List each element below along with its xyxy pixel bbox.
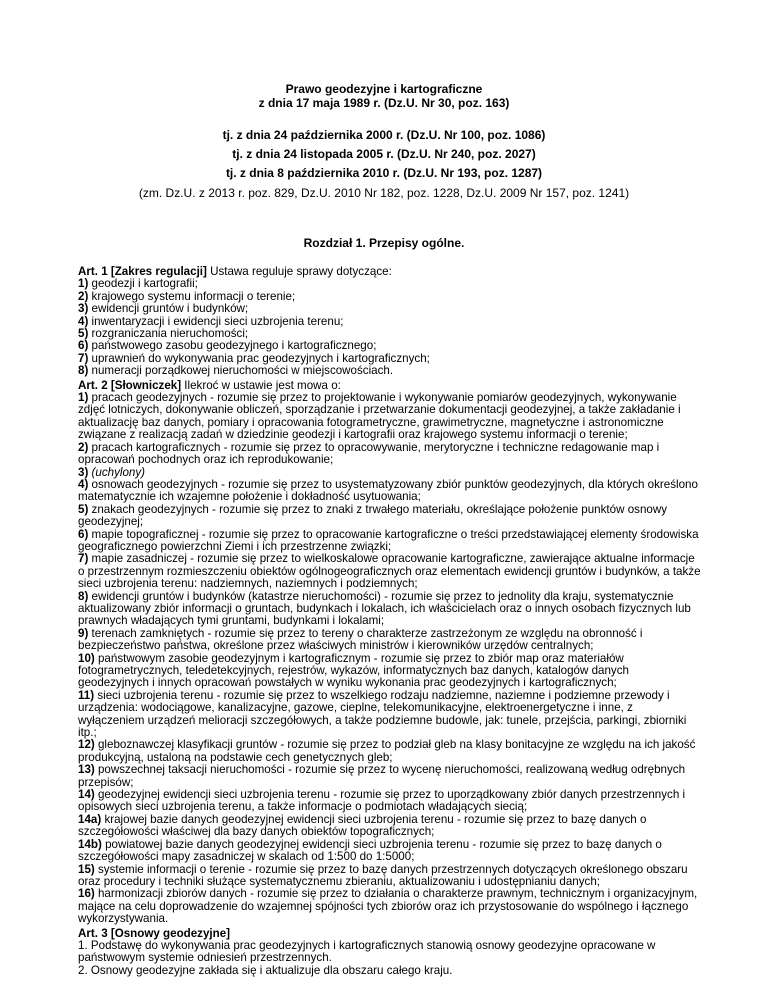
art2-item-text: ewidencji gruntów i budynków (katastrze nieruchomości) - rozumie się przez to jednolity dla kraju, systematycznie aktualizowany zbiór informacji o gruntach, budynkach i lokalach, ich właścicielach oraz o innych osobach fizycznych lub prawnych władających tymi gruntami, budynkami i lokalami; (78, 589, 691, 628)
document-date-line: z dnia 17 maja 1989 r. (Dz.U. Nr 30, poz. 163) (258, 96, 510, 110)
art2-item (78, 764, 702, 789)
art2-item-text: geodezyjnej ewidencji sieci uzbrojenia terenu - rozumie się przez to uporządkowany zbiór danych przestrzennych i opisowych sieci uzbrojenia terenu, a także informacje o podmiotach władających siecią; (78, 788, 686, 814)
chapter-heading: Rozdział 1. Przepisy ogólne. (303, 236, 465, 250)
consolidated-text-2: tj. z dnia 24 listopada 2005 r. (Dz.U. Nr 240, poz. 2027) (232, 147, 536, 161)
art2-item-number: 10) (78, 651, 95, 665)
art2-item-number: 14a) (78, 812, 102, 826)
art1-item-number: 5) (78, 327, 89, 341)
art2-item-number: 7) (78, 552, 89, 566)
art1-item-number: 4) (78, 314, 89, 328)
art2-item-text: mapie topograficznej - rozumie się przez to opracowanie kartograficzne o treści przedstawiającej elementy środowiska geograficznego powierzchni Ziemi i ich przestrzenne związki; (78, 527, 699, 553)
art1-item (78, 365, 702, 377)
art2-item-text: gleboznawczej klasyfikacji gruntów - rozumie się przez to podział gleb na klasy bonitacyjne ze względu na ich jakość produkcyjną, ustaloną na podstawie cech genetycznych gleb; (78, 738, 696, 764)
art2-item (78, 529, 702, 554)
art2-item-number: 6) (78, 527, 89, 541)
document-body (78, 266, 702, 977)
art2-item-text: sieci uzbrojenia terenu - rozumie się przez to wszelkiego rodzaju nadziemne, naziemne i podziemne przewody i urządzenia: wodociągowe, kanalizacyjne, gazowe, cieplne, telekomunikacyjne, elektroenergetyczne i inne, z wyłączeniem urządzeń melioracji szczegółowych, a także podziemne budowle, jak: tunele, przejścia, parkingi, zbiorniki itp.; (78, 688, 687, 740)
art2-item-text: pracach geodezyjnych - rozumie się przez to projektowanie i wykonywanie pomiarów geodezyjnych, wykonywanie zdjęć lotniczych, dokonywanie obliczeń, sporządzanie i przetwarzanie dokumentacji geodezyjnej, a także zakładanie i aktualizację baz danych, pomiary i opracowania fotogrametryczne, grawimetryczne, magnetyczne i astronomiczne związane z realizacją zadań w dziedzinie geodezji i kartografii oraz krajowego systemu informacji o terenie; (78, 391, 681, 442)
art2-item-text: pracach kartograficznych - rozumie się przez to opracowywanie, merytoryczne i techniczne redagowanie map i opracowań pochodnych oraz ich reprodukowanie; (78, 440, 660, 467)
art3-heading-text: Art. 3 [Osnowy geodezyjne] (78, 926, 231, 940)
art2-item (78, 739, 702, 764)
art2-item-text: znakach geodezyjnych - rozumie się przez to znaki z trwałego materiału, określające położenie punktów osnowy geodezyjnej; (78, 502, 668, 529)
art2-item (78, 479, 702, 504)
art2-item-number: 14b) (78, 837, 102, 851)
art2-item-text: mapie zasadniczej - rozumie się przez to wielkoskalowe opracowanie kartograficzne, zawierające aktualne informacje o przestrzennym rozmieszczeniu obiektów ogólnogeograficznych oraz elementach ewidencji gruntów i budynków, a także sieci uzbrojenia terenu: nadziemnych, naziemnych i podziemnych; (78, 552, 701, 591)
art2-item-number: 4) (78, 477, 89, 491)
art2-item-number: 14) (78, 788, 95, 802)
art1-list (78, 278, 702, 377)
art2-item (78, 888, 702, 925)
art2-item-number: 3) (78, 465, 89, 479)
art2-item-text: systemie informacji o terenie - rozumie się przez to bazę danych przestrzennych dotyczących określonego obszaru oraz procedury i techniki służące systematycznemu zbieraniu, aktualizowaniu i udostępnianiu danych; (78, 862, 688, 888)
consolidated-text-3: tj. z dnia 8 października 2010 r. (Dz.U. Nr 193, poz. 1287) (225, 166, 543, 180)
art2-item-text: państwowym zasobie geodezyjnym i kartograficznym - rozumie się przez to zbiór map oraz materiałów fotogrametrycznych, teledetekcyjnych, rejestrów, wykazów, informatycznych baz danych, katalogów danych geodezyjnych i innych opracowań powstałych w wyniku wykonania prac geodezyjnych i kartograficznych; (78, 651, 629, 690)
art2-item (78, 789, 702, 814)
art2-item (78, 504, 702, 529)
art2-item (78, 814, 702, 839)
art2-item-text: terenach zamkniętych - rozumie się przez to tereny o charakterze zastrzeżonym ze względu na obronność i bezpieczeństwo państwa, określone przez właściwych ministrów i kierowników urzędów centralnych; (78, 626, 643, 653)
art2-item (78, 839, 702, 864)
art2-item (78, 392, 702, 442)
art2-item (78, 690, 702, 740)
art1-item-number: 6) (78, 339, 89, 353)
art1-item-number: 7) (78, 351, 89, 365)
art1-item-text: numeracji porządkowej nieruchomości w miejscowościach. (88, 364, 394, 378)
art1-item-number: 3) (78, 302, 89, 316)
art1-item-text: uprawnień do wykonywania prac geodezyjnych i kartograficznych; (88, 351, 430, 365)
art2-item-number: 2) (78, 440, 89, 454)
art2-item (78, 553, 702, 590)
amendments-line: (zm. Dz.U. z 2013 r. poz. 829, Dz.U. 2010 Nr 182, poz. 1228, Dz.U. 2009 Nr 157, poz. 1241) (138, 186, 630, 200)
art2-item-number: 1) (78, 391, 89, 405)
art2-item (78, 442, 702, 467)
art1-item-text: ewidencji gruntów i budynków; (88, 302, 249, 316)
art2-item-number: 13) (78, 763, 95, 777)
consolidated-text-1: tj. z dnia 24 października 2000 r. (Dz.U. Nr 100, poz. 1086) (222, 128, 546, 142)
art1-item-text: państwowego zasobu geodezyjnego i kartograficznego; (88, 339, 377, 353)
art2-item-number: 9) (78, 626, 89, 640)
art3-paragraph-2: 2. Osnowy geodezyjne zakłada się i aktualizuje dla obszaru całego kraju. (78, 963, 453, 977)
art2-item-number: 8) (78, 589, 89, 603)
art2-item-number: 15) (78, 862, 95, 876)
art2-item-text: krajowej bazie danych geodezyjnej ewidencji sieci uzbrojenia terenu - rozumie się przez to bazę danych o szczegółowości właściwej dla bazy danych obiektów topograficznych; (78, 812, 647, 839)
art2-item-number: 16) (78, 887, 95, 901)
art2-item-text: powszechnej taksacji nieruchomości - rozumie się przez to wycenę nieruchomości, realizowaną według odrębnych przepisów; (78, 763, 686, 789)
art2-item-number: 5) (78, 502, 89, 516)
art2-item-number: 12) (78, 738, 95, 752)
art2-item-text: osnowach geodezyjnych - rozumie się przez to usystematyzowany zbiór punktów geodezyjnych, dla których określono matematycznie ich wzajemne położenie i dokładność usytuowania; (78, 477, 698, 504)
art2-item-text: (uchylony) (88, 465, 146, 479)
document-title: Prawo geodezyjne i kartograficzne (285, 82, 483, 96)
document-title-block (0, 82, 768, 110)
art2-item (78, 591, 702, 628)
art2-list (78, 392, 702, 925)
art1-item-text: inwentaryzacji i ewidencji sieci uzbrojenia terenu; (88, 314, 344, 328)
art1-item-text: geodezji i kartografii; (88, 277, 198, 291)
art2-heading: Art. 2 [Słowniczek] (78, 378, 182, 392)
art2-item-number: 11) (78, 688, 95, 702)
art1-item-number: 2) (78, 289, 89, 303)
art2-item (78, 628, 702, 653)
art2-item-text: powiatowej bazie danych geodezyjnej ewidencji sieci uzbrojenia terenu - rozumie się przez to bazę danych o szczegółowości mapy zasadniczej w skalach od 1:500 do 1:5000; (78, 837, 662, 864)
art1-intro: Ustawa reguluje sprawy dotyczące: (206, 265, 392, 278)
art2-item (78, 864, 702, 889)
art2-intro: Ilekroć w ustawie jest mowa o: (181, 378, 341, 392)
art2-item-text: harmonizacji zbiorów danych - rozumie się przez to działania o charakterze prawnym, technicznym i organizacyjnym, mające na celu doprowadzenie do wzajemnej spójności tych zbiorów oraz ich przystosowanie do wspólnego i łącznego wykorzystywania. (78, 887, 698, 926)
art1-item-number: 8) (78, 364, 89, 378)
art1-item-number: 1) (78, 277, 89, 291)
art1-item-text: rozgraniczania nieruchomości; (88, 327, 249, 341)
art1-heading: Art. 1 [Zakres regulacji] (78, 265, 207, 278)
art2-item (78, 653, 702, 690)
art1-item-text: krajowego systemu informacji o terenie; (88, 289, 296, 303)
art3-paragraph-1: 1. Podstawę do wykonywania prac geodezyjnych i kartograficznych stanowią osnowy geodezyjne opracowane w państwowym systemie odniesień przestrzennych. (78, 938, 656, 965)
